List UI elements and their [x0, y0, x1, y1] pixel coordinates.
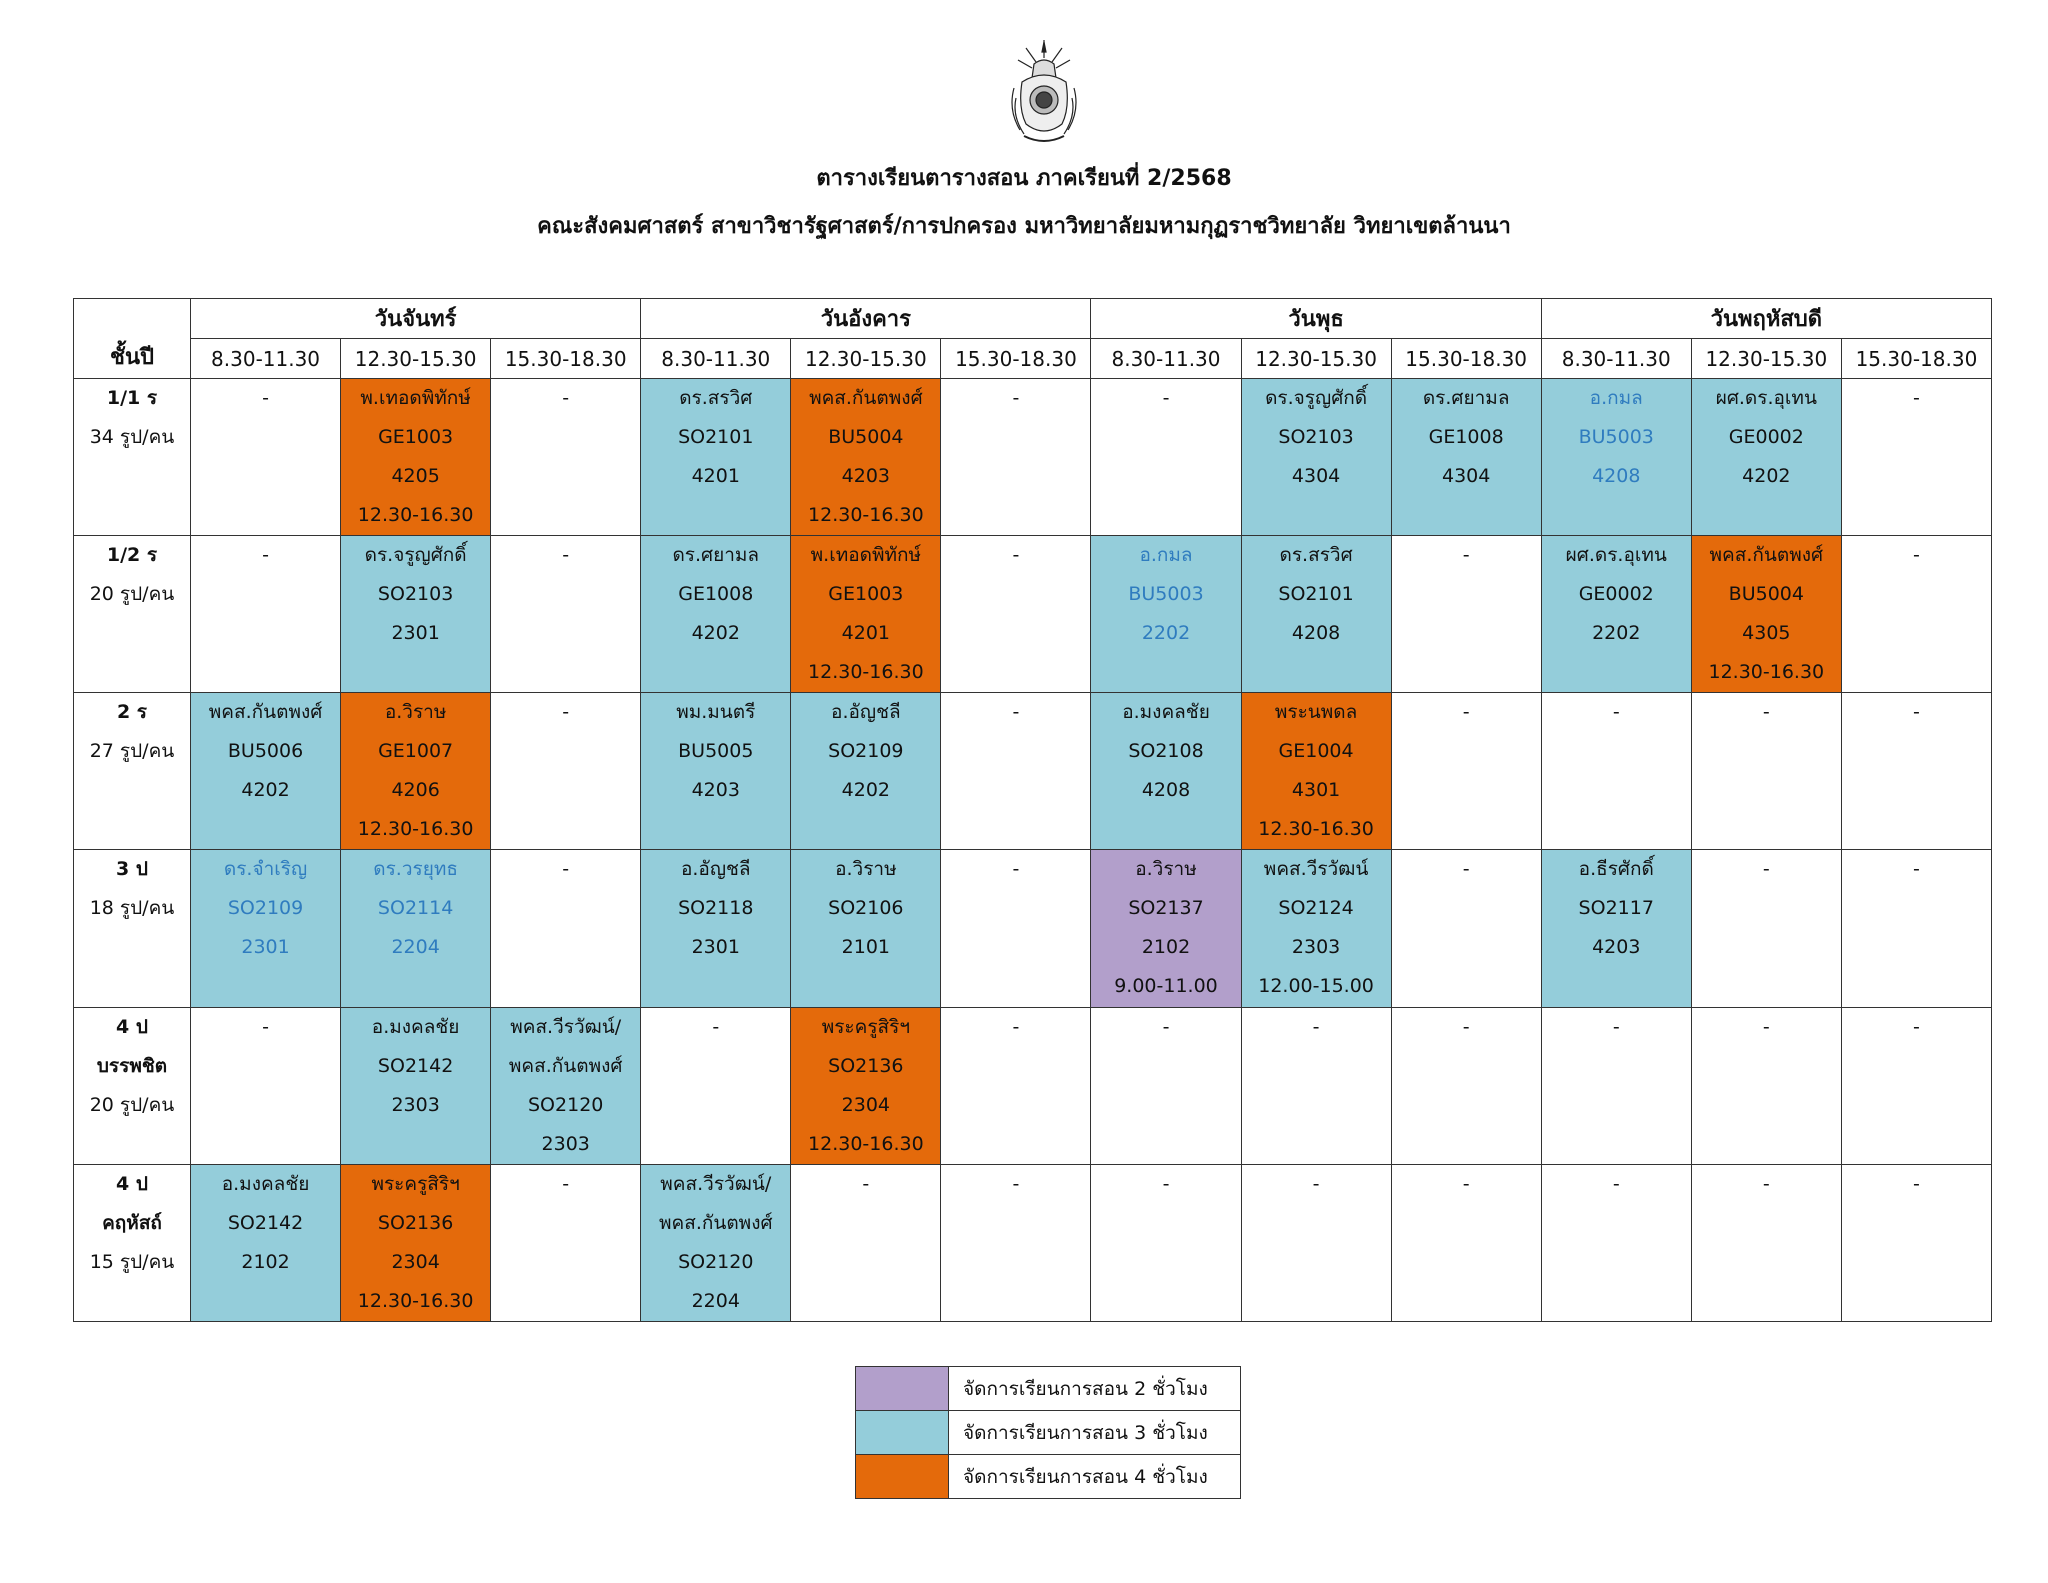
cell-line: พคส.กันตพงศ์: [208, 701, 323, 724]
class-label: [74, 850, 191, 1007]
schedule-cell: [941, 379, 1091, 536]
schedule-cell: [941, 850, 1091, 1007]
cell-line: -: [1913, 701, 1920, 724]
cell-line: -: [1312, 1015, 1320, 1038]
day-header-monday: วันจันทร์: [191, 299, 641, 339]
cell-line: อ.กมล: [1139, 544, 1193, 567]
day-header-wednesday: วันพุธ: [1091, 299, 1541, 339]
schedule-cell: [1091, 1007, 1241, 1164]
time-slot-header: 12.30-15.30: [1691, 339, 1841, 379]
schedule-cell: [1841, 536, 1991, 693]
time-slot-header: 8.30-11.30: [191, 339, 341, 379]
schedule-cell: [1091, 379, 1241, 536]
cell-line: BU5004: [1728, 583, 1804, 606]
legend-text: จัดการเรียนการสอน 2 ชั่วโมง: [949, 1367, 1241, 1411]
class-row: [74, 1164, 1992, 1321]
cell-line: -: [562, 544, 570, 567]
cell-line: SO2101: [1278, 583, 1354, 606]
schedule-cell: [491, 693, 641, 850]
cell-line: SO2124: [1278, 897, 1354, 920]
schedule-cell: [1391, 1164, 1541, 1321]
cell-line: -: [862, 1172, 870, 1195]
schedule-cell: [1841, 693, 1991, 850]
cell-line: 4208: [1141, 779, 1191, 802]
cell-line: -: [1913, 1015, 1920, 1038]
schedule-cell: [641, 693, 791, 850]
legend: [855, 1366, 1241, 1499]
schedule-cell: [1091, 536, 1241, 693]
cell-line: พระนพดล: [1274, 701, 1358, 724]
schedule-cell: [1241, 1164, 1391, 1321]
cell-line: 4208: [1291, 622, 1341, 645]
cell-line: -: [1012, 544, 1020, 567]
class-label-line: 15 รูป/คน: [89, 1250, 175, 1273]
cell-line: SO2120: [678, 1250, 754, 1273]
cell-line: SO2136: [828, 1054, 904, 1077]
schedule-table: [73, 298, 1992, 1322]
cell-line: -: [262, 1015, 269, 1038]
cell-line: พคส.วีรวัฒน์: [1263, 858, 1369, 881]
schedule-cell: [341, 379, 491, 536]
cell-line: อ.มงคลชัย: [371, 1015, 460, 1038]
schedule-cell: [341, 536, 491, 693]
class-label-line: 27 รูป/คน: [89, 740, 175, 763]
cell-line: ดร.ศยามล: [1422, 387, 1510, 409]
cell-line: 12.30-16.30: [808, 504, 924, 526]
schedule-cell: [641, 536, 791, 693]
schedule-cell: [1241, 1007, 1391, 1164]
schedule-cell: [191, 1164, 341, 1321]
legend-text: จัดการเรียนการสอน 3 ชั่วโมง: [949, 1411, 1241, 1455]
schedule-cell: [1391, 379, 1541, 536]
legend-swatch: [856, 1411, 949, 1455]
cell-line: -: [1162, 387, 1170, 409]
schedule-cell: [1541, 1164, 1691, 1321]
cell-line: พม.มนตรี: [676, 701, 756, 724]
cell-line: 4305: [1742, 622, 1791, 645]
cell-line: พคส.วีรวัฒน์/: [510, 1015, 622, 1038]
legend-swatch: [856, 1367, 949, 1411]
class-label-line: 34 รูป/คน: [89, 426, 175, 448]
class-label: [74, 1007, 191, 1164]
cell-line: -: [1012, 1172, 1020, 1195]
cell-line: 4201: [841, 622, 891, 645]
cell-line: -: [1012, 1015, 1020, 1038]
cell-line: GE1004: [1278, 740, 1354, 763]
cell-line: อ.วิราษ: [1135, 858, 1197, 881]
schedule-cell: [1241, 379, 1391, 536]
schedule-cell: [1691, 536, 1841, 693]
cell-line: -: [562, 701, 570, 724]
cell-line: SO2103: [1278, 426, 1354, 448]
legend-text: จัดการเรียนการสอน 4 ชั่วโมง: [949, 1455, 1241, 1499]
cell-line: พคส.กันตพงศ์: [508, 1054, 623, 1077]
cell-line: SO2108: [1128, 740, 1204, 763]
cell-line: ดร.จำเริญ: [223, 858, 308, 881]
cell-line: SO2136: [377, 1211, 454, 1234]
schedule-cell: [1391, 1007, 1541, 1164]
cell-line: 12.30-16.30: [1258, 818, 1374, 841]
cell-line: -: [1762, 701, 1770, 724]
schedule-cell: [1541, 379, 1691, 536]
cell-line: -: [1312, 1172, 1320, 1195]
time-slot-header: 8.30-11.30: [641, 339, 791, 379]
cell-line: SO2120: [528, 1093, 604, 1116]
cell-line: -: [1462, 1015, 1470, 1038]
cell-line: -: [562, 387, 570, 409]
cell-line: -: [1462, 544, 1470, 567]
schedule-cell: [1541, 1007, 1691, 1164]
cell-line: ผศ.ดร.อุเทน: [1715, 387, 1817, 409]
schedule-cell: [191, 536, 341, 693]
schedule-cell: [1541, 693, 1691, 850]
schedule-cell: [1691, 1164, 1841, 1321]
schedule-cell: [641, 1164, 791, 1321]
cell-line: -: [1762, 858, 1770, 881]
cell-line: พ.เทอดพิทักษ์: [810, 544, 922, 567]
cell-line: 2102: [241, 1250, 290, 1273]
cell-line: อ.มงคลชัย: [1122, 701, 1210, 724]
time-slot-header: 12.30-15.30: [791, 339, 941, 379]
cell-line: พคส.กันตพงศ์: [1709, 544, 1824, 567]
cell-line: SO2114: [377, 897, 454, 920]
cell-line: SO2109: [828, 740, 904, 763]
cell-line: SO2118: [678, 897, 754, 920]
class-label-line: 4 ป: [116, 1172, 148, 1195]
cell-line: SO2101: [678, 426, 754, 448]
cell-line: GE1008: [678, 583, 754, 606]
cell-line: SO2142: [227, 1211, 304, 1234]
schedule-cell: [1841, 850, 1991, 1007]
class-column-header: ชั้นปี: [74, 299, 191, 379]
schedule-cell: [641, 850, 791, 1007]
university-seal-icon: [1004, 38, 1084, 148]
schedule-cell: [1541, 536, 1691, 693]
cell-line: -: [1913, 544, 1920, 567]
time-slot-header: 15.30-18.30: [1391, 339, 1541, 379]
day-header-tuesday: วันอังคาร: [641, 299, 1091, 339]
class-row: [74, 536, 1992, 693]
cell-line: 4203: [1592, 936, 1641, 959]
cell-line: 2204: [391, 936, 440, 959]
schedule-cell: [791, 536, 941, 693]
cell-line: -: [1462, 858, 1470, 881]
class-label-line: บรรพชิต: [96, 1054, 168, 1077]
schedule-cell: [1841, 1007, 1991, 1164]
cell-line: GE1007: [378, 740, 454, 763]
time-slot-header: 15.30-18.30: [491, 339, 641, 379]
cell-line: 9.00-11.00: [1114, 975, 1218, 998]
cell-line: SO2103: [377, 583, 454, 606]
schedule-cell: [191, 693, 341, 850]
cell-line: SO2137: [1128, 897, 1204, 920]
cell-line: -: [1012, 701, 1020, 724]
schedule-cell: [1541, 850, 1691, 1007]
schedule-cell: [1691, 850, 1841, 1007]
cell-line: 4202: [1742, 465, 1791, 487]
time-slot-header: 15.30-18.30: [1841, 339, 1991, 379]
cell-line: SO2109: [227, 897, 304, 920]
schedule-cell: [1241, 536, 1391, 693]
cell-line: ดร.จรูญศักดิ์: [1265, 387, 1368, 409]
cell-line: อ.อัญชลี: [680, 858, 751, 881]
cell-line: BU5003: [1128, 583, 1204, 606]
class-label: [74, 693, 191, 850]
schedule-cell: [1391, 536, 1541, 693]
legend-row: [856, 1455, 1241, 1499]
schedule-cell: [341, 693, 491, 850]
cell-line: 4304: [1441, 465, 1491, 487]
schedule-cell: [491, 536, 641, 693]
cell-line: -: [1762, 1172, 1770, 1195]
cell-line: -: [1012, 387, 1020, 409]
schedule-cell: [791, 1007, 941, 1164]
cell-line: GE1003: [378, 426, 454, 448]
cell-line: 4203: [691, 779, 740, 802]
cell-line: BU5006: [227, 740, 304, 763]
schedule-cell: [191, 850, 341, 1007]
cell-line: BU5004: [828, 426, 904, 448]
cell-line: 2303: [1291, 936, 1341, 959]
legend-row: [856, 1411, 1241, 1455]
cell-line: -: [1762, 1015, 1770, 1038]
cell-line: พระครูสิริฯ: [821, 1015, 911, 1038]
class-row: [74, 379, 1992, 536]
schedule-cell: [491, 850, 641, 1007]
cell-line: 2202: [1141, 622, 1191, 645]
cell-line: -: [1913, 1172, 1920, 1195]
class-label: [74, 379, 191, 536]
schedule-cell: [1841, 379, 1991, 536]
cell-line: GE0002: [1578, 583, 1654, 606]
day-header-thursday: วันพฤหัสบดี: [1541, 299, 1991, 339]
cell-line: พคส.กันตพงศ์: [809, 387, 923, 409]
schedule-cell: [791, 850, 941, 1007]
schedule-cell: [791, 1164, 941, 1321]
cell-line: 2303: [541, 1132, 590, 1155]
cell-line: 12.30-16.30: [357, 818, 474, 841]
schedule-cell: [941, 536, 1091, 693]
time-slot-header: 12.30-15.30: [341, 339, 491, 379]
schedule-cell: [1091, 1164, 1241, 1321]
cell-line: ดร.ศยามล: [672, 544, 760, 567]
schedule-cell: [1091, 850, 1241, 1007]
cell-line: ดร.สรวิศ: [1279, 544, 1353, 567]
cell-line: 12.30-16.30: [357, 504, 474, 526]
cell-line: อ.มงคลชัย: [221, 1172, 310, 1195]
cell-line: 4202: [841, 779, 891, 802]
schedule-cell: [1241, 693, 1391, 850]
cell-line: 2301: [241, 936, 290, 959]
cell-line: 4203: [841, 465, 891, 487]
cell-line: พคส.กันตพงศ์: [658, 1211, 773, 1234]
cell-line: -: [1612, 1015, 1620, 1038]
class-label: [74, 1164, 191, 1321]
cell-line: SO2142: [377, 1054, 454, 1077]
cell-line: 4201: [691, 465, 740, 487]
cell-line: 2304: [391, 1250, 440, 1273]
class-label-line: 20 รูป/คน: [89, 1093, 175, 1116]
cell-line: -: [1913, 858, 1920, 881]
cell-line: อ.วิราษ: [384, 701, 447, 724]
cell-line: 12.30-16.30: [808, 1132, 924, 1155]
document-title: ตารางเรียนตารางสอน ภาคเรียนที่ 2/2568: [816, 166, 1232, 191]
class-label-line: 3 ป: [116, 858, 148, 881]
cell-line: ดร.วรยุทธ: [373, 858, 458, 881]
schedule-cell: [641, 379, 791, 536]
cell-line: 2102: [1141, 936, 1191, 959]
schedule-cell: [1691, 379, 1841, 536]
cell-line: -: [1012, 858, 1020, 881]
schedule-cell: [1691, 1007, 1841, 1164]
cell-line: พระครูสิริฯ: [371, 1172, 460, 1195]
cell-line: -: [1913, 387, 1920, 409]
schedule-cell: [941, 693, 1091, 850]
cell-line: 4202: [241, 779, 290, 802]
class-row: [74, 850, 1992, 1007]
cell-line: -: [1612, 701, 1620, 724]
cell-line: พ.เทอดพิทักษ์: [360, 387, 471, 409]
cell-line: 2202: [1592, 622, 1641, 645]
cell-line: 2204: [691, 1289, 740, 1312]
class-label-line: 18 รูป/คน: [89, 897, 175, 920]
cell-line: 12.00-15.00: [1258, 975, 1374, 998]
cell-line: 2301: [391, 622, 440, 645]
cell-line: GE1003: [828, 583, 904, 606]
cell-line: อ.วิราษ: [835, 858, 897, 881]
cell-line: 12.30-16.30: [1708, 661, 1825, 684]
schedule-cell: [791, 693, 941, 850]
cell-line: 4301: [1291, 779, 1341, 802]
schedule-cell: [341, 1007, 491, 1164]
schedule-cell: [1691, 693, 1841, 850]
time-slot-header: 8.30-11.30: [1091, 339, 1241, 379]
class-label-line: 4 ป: [116, 1015, 148, 1038]
cell-line: ผศ.ดร.อุเทน: [1565, 544, 1667, 567]
schedule-cell: [641, 1007, 791, 1164]
cell-line: BU5005: [678, 740, 754, 763]
schedule-cell: [491, 1007, 641, 1164]
cell-line: 12.30-16.30: [357, 1289, 474, 1312]
schedule-cell: [1841, 1164, 1991, 1321]
cell-line: -: [1462, 1172, 1470, 1195]
class-label-line: 20 รูป/คน: [89, 583, 175, 606]
schedule-cell: [341, 1164, 491, 1321]
schedule-cell: [191, 379, 341, 536]
schedule-cell: [1391, 693, 1541, 850]
cell-line: 2303: [391, 1093, 440, 1116]
cell-line: -: [712, 1015, 720, 1038]
class-row: [74, 1007, 1992, 1164]
schedule-cell: [941, 1007, 1091, 1164]
cell-line: อ.ธีรศักดิ์: [1578, 858, 1654, 881]
time-slot-header: 15.30-18.30: [941, 339, 1091, 379]
cell-line: -: [262, 387, 269, 409]
cell-line: 12.30-16.30: [808, 661, 924, 684]
cell-line: -: [1162, 1172, 1170, 1195]
legend-swatch: [856, 1455, 949, 1499]
schedule-cell: [941, 1164, 1091, 1321]
cell-line: 4304: [1291, 465, 1341, 487]
cell-line: -: [262, 544, 269, 567]
time-slot-header: 8.30-11.30: [1541, 339, 1691, 379]
schedule-cell: [791, 379, 941, 536]
schedule-cell: [491, 1164, 641, 1321]
schedule-cell: [191, 1007, 341, 1164]
class-label-line: 1/1 ร: [106, 387, 158, 409]
schedule-cell: [341, 850, 491, 1007]
class-label-line: 1/2 ร: [106, 544, 158, 567]
cell-line: 2301: [691, 936, 740, 959]
cell-line: ดร.สรวิศ: [679, 387, 753, 409]
schedule-cell: [1241, 850, 1391, 1007]
cell-line: SO2106: [828, 897, 904, 920]
schedule-cell: [1091, 693, 1241, 850]
schedule-cell: [491, 379, 641, 536]
cell-line: 2304: [841, 1093, 891, 1116]
schedule-cell: [1391, 850, 1541, 1007]
cell-line: -: [1612, 1172, 1620, 1195]
cell-line: 4206: [391, 779, 440, 802]
cell-line: SO2117: [1578, 897, 1654, 920]
cell-line: -: [1162, 1015, 1170, 1038]
legend-row: [856, 1367, 1241, 1411]
cell-line: -: [562, 1172, 570, 1195]
cell-line: 4208: [1592, 465, 1641, 487]
cell-line: ดร.จรูญศักดิ์: [364, 544, 467, 567]
cell-line: อ.กมล: [1589, 387, 1643, 409]
cell-line: พคส.วีรวัฒน์/: [660, 1172, 772, 1195]
class-label-line: คฤหัสถ์: [102, 1211, 162, 1234]
cell-line: GE0002: [1728, 426, 1804, 448]
cell-line: 2101: [841, 936, 891, 959]
cell-line: -: [1462, 701, 1470, 724]
cell-line: -: [562, 858, 570, 881]
cell-line: 4205: [391, 465, 440, 487]
document-subtitle: คณะสังคมศาสตร์ สาขาวิชารัฐศาสตร์/การปกครอง มหาวิทยาลัยมหามกุฏราชวิทยาลัย วิทยาเขตล้านนา: [537, 214, 1511, 239]
cell-line: อ.อัญชลี: [831, 701, 901, 724]
cell-line: BU5003: [1578, 426, 1654, 448]
cell-line: 4202: [691, 622, 740, 645]
class-label: [74, 536, 191, 693]
class-label-line: 2 ร: [116, 701, 148, 724]
cell-line: GE1008: [1428, 426, 1504, 448]
class-row: [74, 693, 1992, 850]
time-slot-header: 12.30-15.30: [1241, 339, 1391, 379]
